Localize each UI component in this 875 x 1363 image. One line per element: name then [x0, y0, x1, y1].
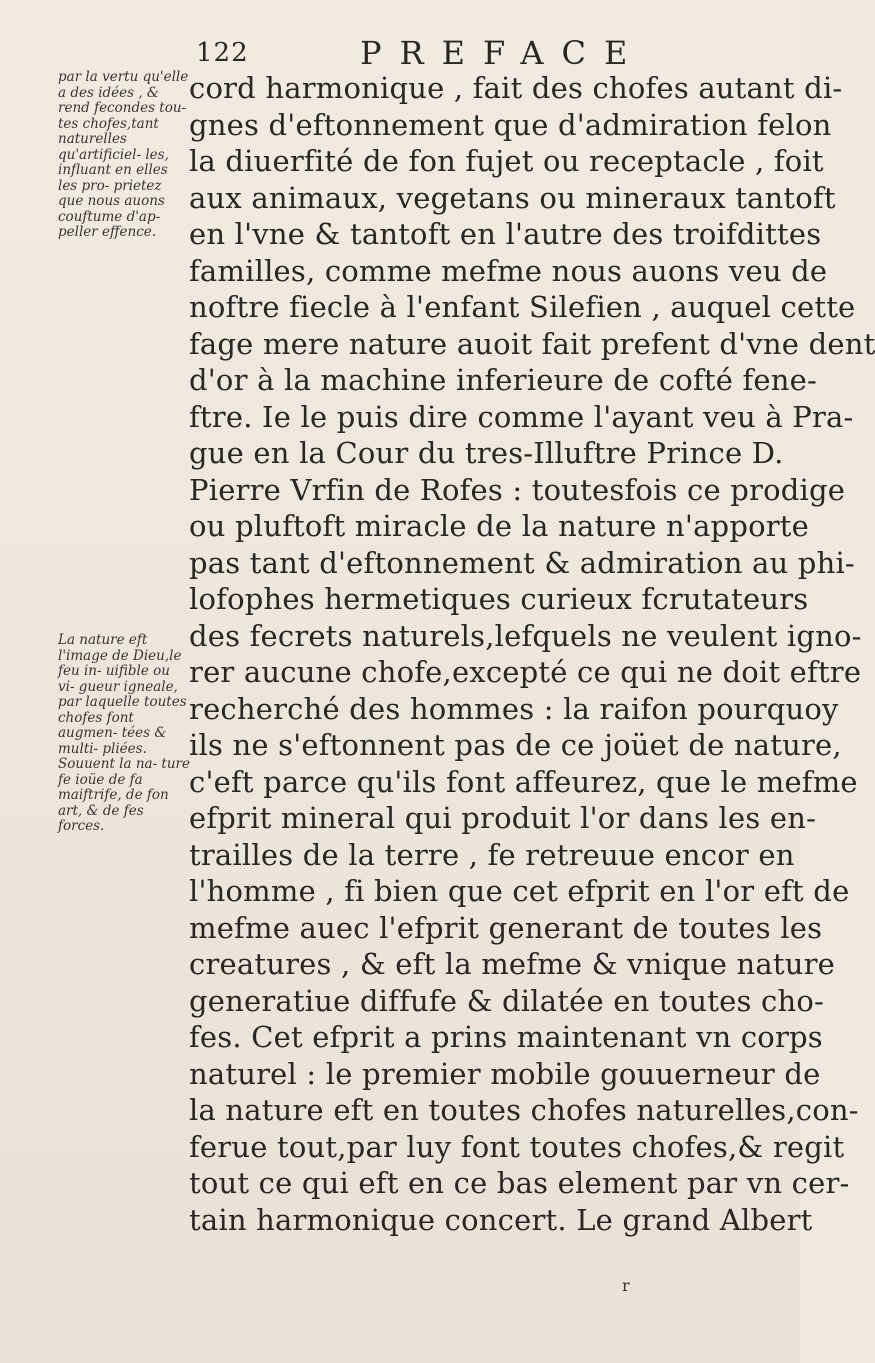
text-line: gue en la Cour du tres-Illuftre Prince D. [189, 436, 784, 470]
page-number: 122 [196, 38, 249, 68]
text-line: mefme auec l'efprit generant de toutes les [189, 910, 823, 945]
text-line: naturel : le premier mobile gouuerneur de [189, 1056, 821, 1091]
text-line: rer aucune chofe,excepté ce qui ne doit eftre [189, 655, 862, 689]
text-line: ftre. Ie le puis dire comme l'ayant veu à Pra- [189, 399, 854, 434]
text-line: l'homme , fi bien que cet efprit en l'or eft de [189, 874, 850, 908]
text-line: fes. Cet efprit a prins maintenant vn corps [189, 1020, 823, 1054]
text-line: lofophes hermetiques curieux fcrutateurs [189, 582, 809, 616]
text-line: fage mere nature auoit fait prefent d'vne dent [189, 326, 875, 361]
text-line: efprit mineral qui produit l'or dans les en- [189, 801, 817, 835]
text-line: Pierre Vrfin de Rofes : toutesfois ce prodige [189, 472, 846, 507]
text-line: la diuerfité de fon fujet ou receptacle , foit [189, 144, 824, 178]
text-line: gnes d'eftonnement que d'admiration felon [189, 107, 832, 142]
text-line: generatiue diffufe & dilatée en toutes cho- [189, 983, 824, 1018]
text-line: aux animaux, vegetans ou mineraux tantoft [189, 180, 836, 215]
text-line: c'eft parce qu'ils font affeurez, que le mefme [189, 764, 858, 799]
text-line: d'or à la machine inferieure de cofté fene- [189, 363, 818, 397]
text-line: noftre fiecle à l'enfant Silefien , auquel cette [189, 290, 856, 324]
text-line: trailles de la terre , fe retreuue encor en [189, 837, 795, 872]
text-line: familles, comme mefme nous auons veu de [189, 253, 828, 288]
page-header [0, 30, 800, 70]
text-line: tout ce qui eft en ce bas element par vn cer- [189, 1166, 850, 1200]
text-line: recherché des hommes : la raifon pourquoy [189, 691, 839, 726]
catchword: r [622, 1276, 630, 1295]
text-line: tain harmonique concert. Le grand Albert [189, 1202, 813, 1237]
text-line: ferue tout,par luy font toutes chofes,& regit [189, 1129, 845, 1164]
text-line: cord harmonique , fait des chofes autant di- [189, 71, 843, 105]
body-text [189, 70, 875, 1238]
text-line: pas tant d'eftonnement & admiration au phi- [189, 545, 855, 580]
text-line: des fecrets naturels,lefquels ne veulent igno- [189, 618, 862, 653]
text-line: la nature eft en toutes chofes naturelles,con- [189, 1093, 859, 1127]
text-line: en l'vne & tantoft en l'autre des troifdittes [189, 217, 822, 251]
running-title: PREFACE [360, 34, 646, 72]
text-line: ou pluftoft miracle de la nature n'apporte [189, 509, 810, 543]
margin-note: par la vertu qu'elle a des idées , & rend fecondes tou- tes chofes,tant naturelles qu'artificiel- les, influant en elles les pro- prietez que nous auons couftume d'ap- peller effence. [58, 69, 189, 240]
text-line: creatures , & eft la mefme & vnique nature [189, 947, 836, 981]
text-line: ils ne s'eftonnent pas de ce joüet de nature, [189, 728, 842, 762]
margin-note: La nature eft l'image de Dieu,le feu in- uifible ou vi- gueur igneale, par laquelle toutes chofes font augmen- tées & multi- pliées. Souuent la na- ture fe ioüe de fa maiftrife, de fon art, & de fes forces. [58, 632, 190, 834]
